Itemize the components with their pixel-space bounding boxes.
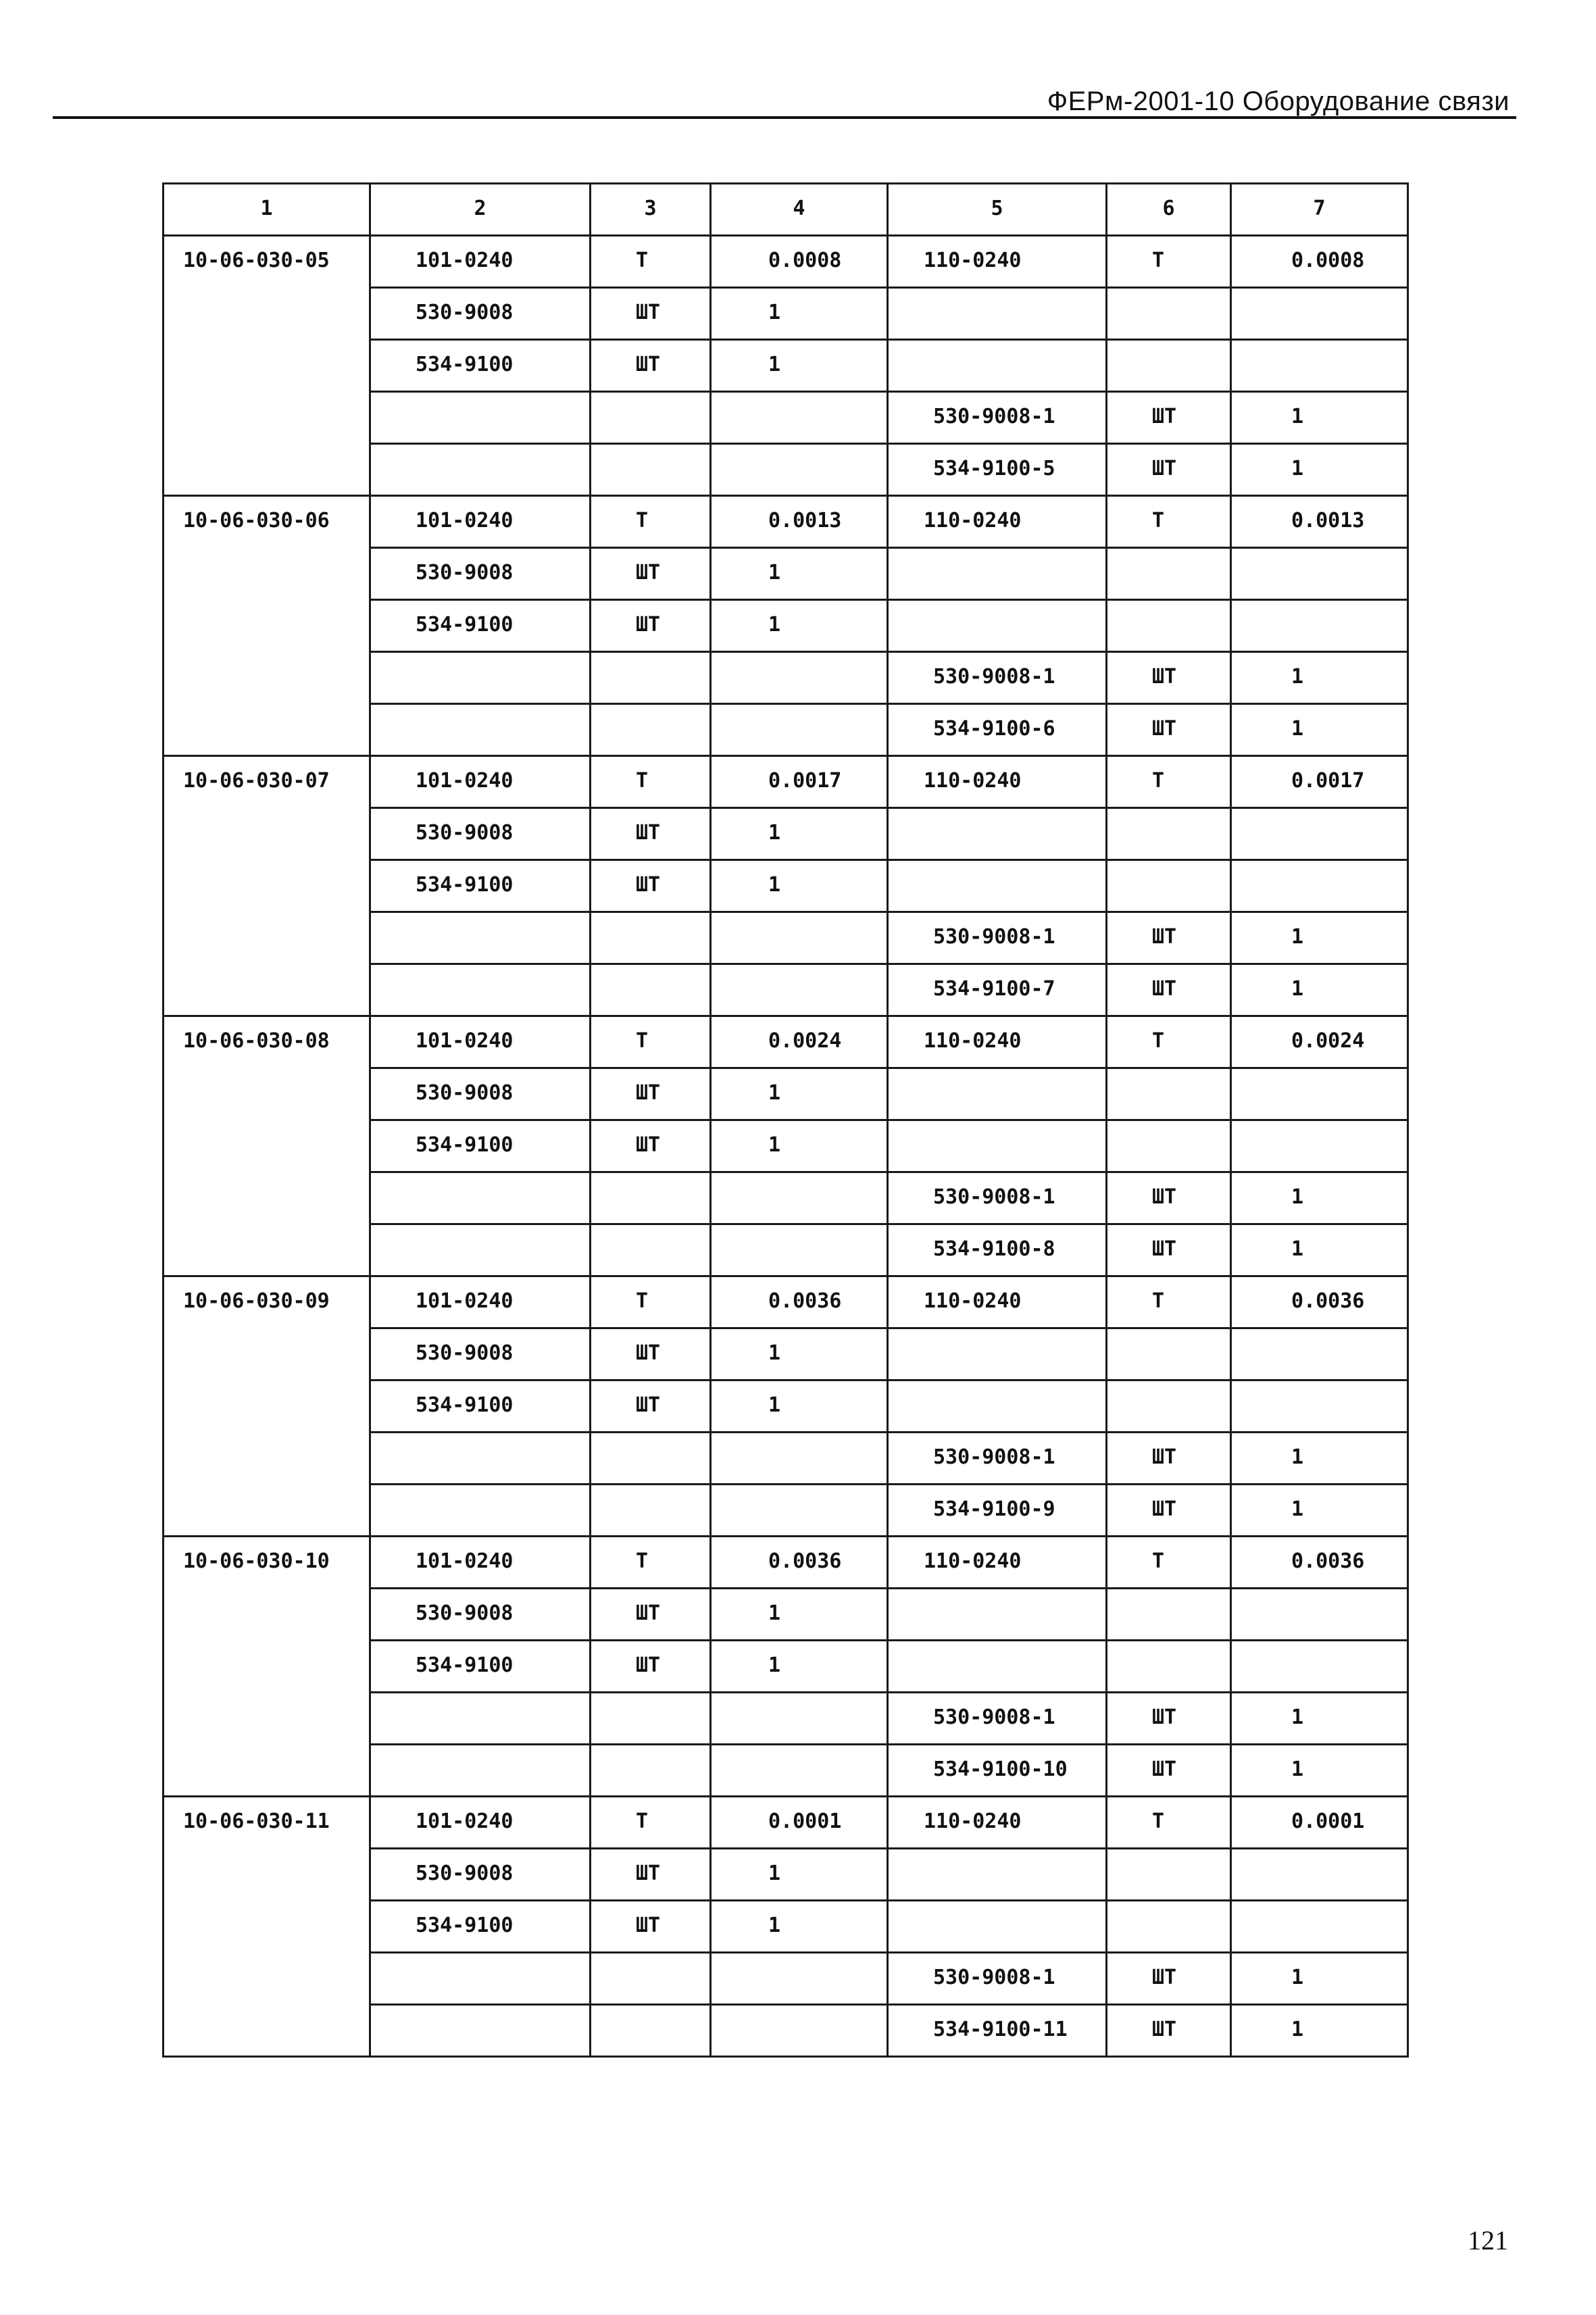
table-cell: ШТ [591,340,711,392]
table-cell [711,912,888,964]
table-cell [591,392,711,444]
table-cell: 530-9008 [370,1328,591,1380]
table-cell [1107,860,1231,912]
table-cell: 101-0240 [370,756,591,808]
table-cell: 1 [1231,964,1408,1016]
table-cell [1231,1849,1408,1901]
table-cell: 1 [1231,1172,1408,1224]
table-cell: Т [591,1537,711,1589]
table-cell [370,704,591,756]
table-row [164,756,1408,808]
table-cell: 110-0240 [888,1016,1107,1068]
table-cell [370,964,591,1016]
table-cell [1107,808,1231,860]
table-cell [1231,340,1408,392]
table-cell: ШТ [591,1068,711,1120]
table-cell: 1 [1231,392,1408,444]
table-cell: 1 [711,1641,888,1693]
table-cell [888,340,1107,392]
table-cell: 1 [1231,1745,1408,1797]
table-cell: 0.0001 [1231,1797,1408,1849]
table-cell: Т [1107,1797,1231,1849]
table-cell: ШТ [591,1380,711,1433]
table-cell: Т [1107,756,1231,808]
table-cell: ШТ [1107,1172,1231,1224]
table-cell: ШТ [1107,1224,1231,1276]
table-cell [888,1901,1107,1953]
table-cell [711,1693,888,1745]
table-cell: 1 [711,548,888,600]
resource-table [162,182,1409,2058]
table-cell: 530-9008 [370,1068,591,1120]
table-cell [1231,1068,1408,1120]
table-cell [1107,1328,1231,1380]
column-header: 1 [164,184,370,236]
table-row [164,236,1408,288]
table-cell: 534-9100-11 [888,2005,1107,2057]
table-cell: 530-9008-1 [888,1953,1107,2005]
table-cell: 1 [711,1328,888,1380]
table-cell [370,392,591,444]
table-cell [370,1745,591,1797]
table-cell: 534-9100 [370,1641,591,1693]
table-cell [1107,1068,1231,1120]
table-cell: Т [1107,496,1231,548]
table-cell [888,1589,1107,1641]
table-cell: ШТ [1107,1485,1231,1537]
table-cell [1231,1328,1408,1380]
table-cell: 0.0017 [711,756,888,808]
table-cell: ШТ [1107,964,1231,1016]
column-header: 5 [888,184,1107,236]
table-cell [711,704,888,756]
table-cell [591,1693,711,1745]
table-cell [711,964,888,1016]
table-cell: 1 [711,288,888,340]
table-cell [370,1953,591,2005]
table-cell [888,1328,1107,1380]
table-cell: 1 [711,1901,888,1953]
table-cell: 530-9008-1 [888,912,1107,964]
table-cell: 534-9100 [370,1901,591,1953]
table-cell: 1 [711,808,888,860]
rate-code-cell: 10-06-030-05 [164,236,370,496]
table-cell [591,1224,711,1276]
table-cell: ШТ [1107,1745,1231,1797]
table-cell [888,600,1107,652]
table-cell [888,288,1107,340]
table-row [164,1276,1408,1328]
table-cell: ШТ [591,808,711,860]
table-cell: Т [1107,1016,1231,1068]
table-cell: 110-0240 [888,756,1107,808]
table-cell: 1 [1231,1953,1408,2005]
table-cell: 0.0008 [1231,236,1408,288]
table-cell [1107,1380,1231,1433]
table-cell [1107,340,1231,392]
table-cell: 101-0240 [370,1276,591,1328]
table-cell: 534-9100-6 [888,704,1107,756]
page-header [53,86,1516,119]
table-cell: 0.0008 [711,236,888,288]
table-cell [888,1068,1107,1120]
table-cell: 1 [1231,1433,1408,1485]
table-cell: Т [1107,1537,1231,1589]
table-cell: 1 [711,1589,888,1641]
table-row [164,1016,1408,1068]
table-cell: 534-9100 [370,340,591,392]
table-cell: ШТ [1107,444,1231,496]
column-header: 7 [1231,184,1408,236]
table-cell: Т [591,1797,711,1849]
table-cell: 0.0001 [711,1797,888,1849]
table-cell [1231,1589,1408,1641]
table-cell: 1 [1231,444,1408,496]
table-cell: 1 [711,1120,888,1172]
table-cell [591,704,711,756]
table-cell [591,444,711,496]
rate-code-cell: 10-06-030-10 [164,1537,370,1797]
table-cell [1107,288,1231,340]
table-cell: 101-0240 [370,1016,591,1068]
table-cell: ШТ [1107,2005,1231,2057]
table-cell [1107,1120,1231,1172]
rate-code-cell: 10-06-030-07 [164,756,370,1016]
table-cell: 534-9100 [370,600,591,652]
table-cell: 110-0240 [888,1276,1107,1328]
table-cell [1107,1849,1231,1901]
table-cell: 1 [711,600,888,652]
table-cell [370,652,591,704]
table-cell [370,1433,591,1485]
table-cell [888,1849,1107,1901]
table-cell: 1 [1231,1693,1408,1745]
table-cell: 530-9008 [370,288,591,340]
table-cell [370,1485,591,1537]
table-cell [591,1485,711,1537]
table-cell [888,860,1107,912]
table-cell: ШТ [591,1901,711,1953]
document-title: ФЕРм-2001-10 Оборудование связи [1047,86,1510,116]
table-cell [591,1745,711,1797]
table-cell [370,444,591,496]
table-cell [888,548,1107,600]
table-cell [370,1224,591,1276]
table-cell [1231,1380,1408,1433]
rate-code-cell: 10-06-030-09 [164,1276,370,1537]
table-cell: 110-0240 [888,496,1107,548]
table-cell: 530-9008 [370,808,591,860]
table-cell [591,964,711,1016]
table-cell: 1 [711,340,888,392]
table-cell: Т [591,1016,711,1068]
table-cell: Т [591,496,711,548]
rate-code-cell: 10-06-030-08 [164,1016,370,1276]
table-cell: Т [1107,236,1231,288]
table-cell [711,2005,888,2057]
table-cell: ШТ [1107,1693,1231,1745]
table-cell: 530-9008 [370,548,591,600]
table-cell [1107,600,1231,652]
table-cell: Т [591,236,711,288]
table-cell [370,912,591,964]
table-cell: 1 [1231,652,1408,704]
table-cell [1231,860,1408,912]
table-cell: Т [1107,1276,1231,1328]
table-cell: 1 [1231,1485,1408,1537]
table-cell: 534-9100 [370,1120,591,1172]
table-cell [711,1433,888,1485]
table-row [164,1537,1408,1589]
table-cell: Т [591,756,711,808]
table-body [164,184,1408,2057]
table-cell [370,1172,591,1224]
table-cell: ШТ [1107,704,1231,756]
table-cell: 1 [711,1380,888,1433]
table-cell: 0.0024 [711,1016,888,1068]
table-cell: ШТ [591,1641,711,1693]
table-cell: 0.0024 [1231,1016,1408,1068]
table-cell [591,2005,711,2057]
table-cell: ШТ [1107,652,1231,704]
table-cell [711,652,888,704]
table-cell: ШТ [591,288,711,340]
table-cell: ШТ [591,1849,711,1901]
table-cell: ШТ [591,860,711,912]
table-cell: 1 [711,1849,888,1901]
table-cell [370,1693,591,1745]
table-cell: 534-9100 [370,1380,591,1433]
column-header: 6 [1107,184,1231,236]
table-cell: 534-9100-10 [888,1745,1107,1797]
table-cell [591,912,711,964]
table-row [164,496,1408,548]
table-cell: 534-9100-8 [888,1224,1107,1276]
table-cell: 110-0240 [888,1537,1107,1589]
table-cell [711,392,888,444]
table-cell [888,808,1107,860]
table-row [164,1797,1408,1849]
page-number: 121 [1468,2225,1508,2256]
rate-code-cell: 10-06-030-06 [164,496,370,756]
table-cell: 530-9008-1 [888,1172,1107,1224]
table-cell [1231,808,1408,860]
table-cell: 534-9100-9 [888,1485,1107,1537]
table-cell [888,1380,1107,1433]
table-cell: ШТ [591,1120,711,1172]
table-cell [711,1172,888,1224]
table-cell: 101-0240 [370,496,591,548]
table-cell [1231,548,1408,600]
table-cell: 0.0036 [1231,1537,1408,1589]
table-cell [1231,600,1408,652]
column-header: 4 [711,184,888,236]
table-cell: 1 [1231,1224,1408,1276]
table-cell [1107,1641,1231,1693]
table-cell: 530-9008-1 [888,652,1107,704]
table-cell: 0.0036 [1231,1276,1408,1328]
table-cell [711,1953,888,2005]
table-cell [1107,548,1231,600]
table-cell: ШТ [591,1589,711,1641]
table-cell: Т [591,1276,711,1328]
table-cell: 1 [711,1068,888,1120]
table-cell: ШТ [1107,1433,1231,1485]
table-cell: ШТ [591,600,711,652]
table-cell: ШТ [1107,912,1231,964]
table-cell [1107,1589,1231,1641]
table-cell: ШТ [1107,392,1231,444]
table-cell: 534-9100-5 [888,444,1107,496]
table-cell [711,444,888,496]
table-cell: 0.0017 [1231,756,1408,808]
table-cell: 110-0240 [888,1797,1107,1849]
table-cell: 101-0240 [370,236,591,288]
column-header: 2 [370,184,591,236]
table-cell [591,1433,711,1485]
table-cell [1231,1641,1408,1693]
table-cell: 101-0240 [370,1797,591,1849]
table-cell: 530-9008 [370,1849,591,1901]
table-cell: 0.0036 [711,1537,888,1589]
table-cell: 530-9008-1 [888,392,1107,444]
table-cell: 101-0240 [370,1537,591,1589]
table-cell [1231,1120,1408,1172]
table-cell: 530-9008-1 [888,1433,1107,1485]
table-cell [888,1641,1107,1693]
table-cell [711,1224,888,1276]
table-cell: ШТ [591,548,711,600]
table-cell [370,2005,591,2057]
table-cell: 0.0013 [711,496,888,548]
table-cell: 1 [1231,704,1408,756]
table-cell [1231,1901,1408,1953]
column-header: 3 [591,184,711,236]
table-cell: 1 [1231,912,1408,964]
table-cell [591,1172,711,1224]
table-cell: ШТ [591,1328,711,1380]
table-cell [591,1953,711,2005]
table-cell [591,652,711,704]
table-cell [711,1745,888,1797]
table-cell: 0.0036 [711,1276,888,1328]
table-cell: 534-9100 [370,860,591,912]
table-header-row [164,184,1408,236]
table-cell: 530-9008 [370,1589,591,1641]
table-cell: 1 [1231,2005,1408,2057]
table-cell [1107,1901,1231,1953]
table-cell [888,1120,1107,1172]
table-cell: 534-9100-7 [888,964,1107,1016]
table-cell: 530-9008-1 [888,1693,1107,1745]
table-cell: 0.0013 [1231,496,1408,548]
table-cell [711,1485,888,1537]
table-cell: 110-0240 [888,236,1107,288]
table-cell: ШТ [1107,1953,1231,2005]
rate-code-cell: 10-06-030-11 [164,1797,370,2057]
table-cell: 1 [711,860,888,912]
table-cell [1231,288,1408,340]
